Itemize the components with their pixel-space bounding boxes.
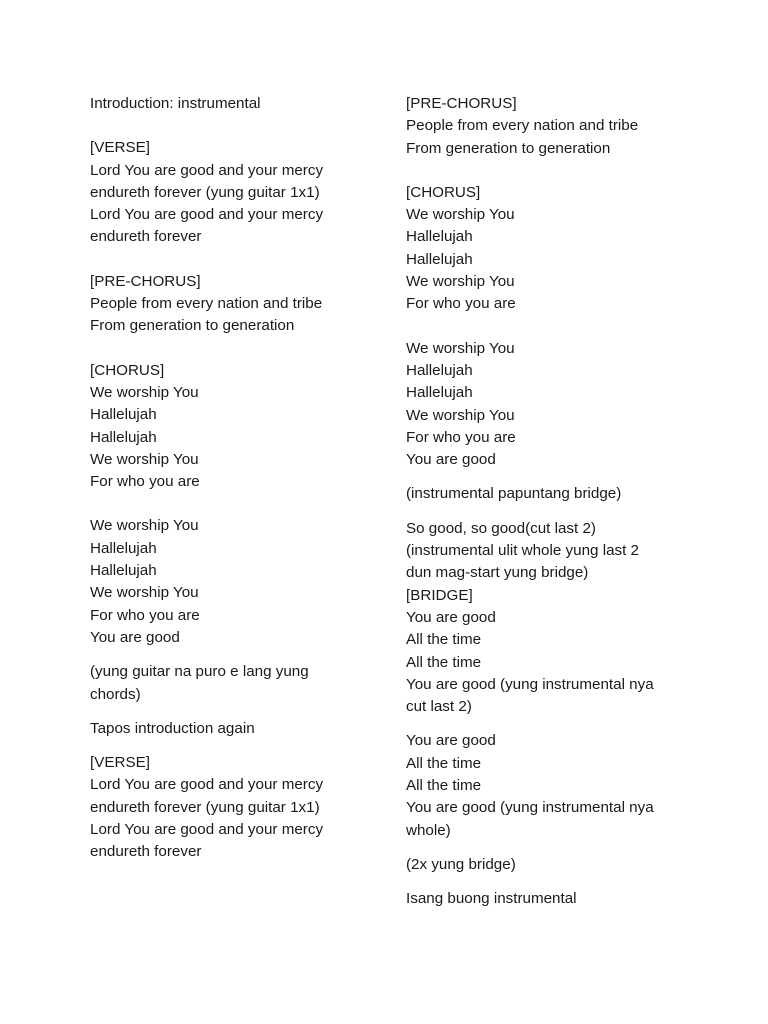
lyric-line: endureth forever (yung guitar 1x1) xyxy=(90,798,320,816)
prechorus-block xyxy=(406,93,696,160)
lyric-line: Hallelujah xyxy=(90,428,157,446)
note-line: chords) xyxy=(90,685,141,703)
left-column xyxy=(90,93,390,864)
lyric-line: cut last 2) xyxy=(406,698,472,716)
prechorus-block xyxy=(90,271,390,338)
lyric-line: We worship You xyxy=(90,383,199,401)
lyric-line: For who you are xyxy=(406,295,516,313)
chorus-repeat-block xyxy=(90,515,390,649)
section-heading: [VERSE] xyxy=(90,754,150,772)
note-line: (instrumental papuntang bridge) xyxy=(406,485,622,503)
lyric-line: Lord You are good and your mercy xyxy=(90,821,324,839)
lyric-line: For who you are xyxy=(90,606,200,624)
lyric-line: endureth forever xyxy=(90,228,202,246)
lyric-line: People from every nation and tribe xyxy=(90,295,323,313)
lyric-line: Hallelujah xyxy=(90,539,157,557)
lyric-line: You are good xyxy=(406,608,496,626)
lyric-line: Lord You are good and your mercy xyxy=(90,206,324,224)
lyric-line: Lord You are good and your mercy xyxy=(90,161,324,179)
lyric-line: Hallelujah xyxy=(406,228,473,246)
section-heading: [PRE-CHORUS] xyxy=(90,272,201,290)
bridge-block xyxy=(406,518,696,719)
lyric-line: We worship You xyxy=(90,584,199,602)
section-heading: [PRE-CHORUS] xyxy=(406,95,517,112)
section-heading: [VERSE] xyxy=(90,139,150,157)
chorus-repeat-block xyxy=(406,338,696,472)
lyric-line: From generation to generation xyxy=(406,139,611,157)
right-column xyxy=(406,93,696,911)
lyric-line: For who you are xyxy=(90,473,200,491)
note-line: (yung guitar na puro e lang yung xyxy=(90,663,309,681)
lyric-line: People from every nation and tribe xyxy=(406,117,639,135)
lyric-line: Hallelujah xyxy=(406,361,473,379)
note-line: Tapos introduction again xyxy=(90,719,255,737)
verse-block xyxy=(90,752,390,863)
lyric-line: We worship You xyxy=(406,406,515,424)
chorus-block xyxy=(406,182,696,316)
lyric-line: You are good xyxy=(406,451,496,469)
lyric-line: We worship You xyxy=(90,517,199,535)
lyric-line: All the time xyxy=(406,631,482,649)
note-block xyxy=(406,854,696,876)
lyric-line: We worship You xyxy=(406,206,515,224)
chorus-block xyxy=(90,360,390,494)
lyric-line: You are good (yung instrumental nya xyxy=(406,675,654,693)
lyric-line: All the time xyxy=(406,653,482,671)
lyric-line: endureth forever (yung guitar 1x1) xyxy=(90,183,320,201)
lyric-line: You are good xyxy=(90,628,180,646)
section-heading: [BRIDGE] xyxy=(406,586,473,604)
lyric-line: Hallelujah xyxy=(90,406,157,424)
note-block xyxy=(406,483,696,505)
lyric-line: For who you are xyxy=(406,428,516,446)
note-line: So good, so good(cut last 2) xyxy=(406,519,596,537)
section-heading: [CHORUS] xyxy=(406,183,481,201)
note-line: (2x yung bridge) xyxy=(406,855,516,873)
lyric-line: Introduction: instrumental xyxy=(90,95,261,112)
note-line: (instrumental ulit whole yung last 2 xyxy=(406,542,639,560)
note-line: Isang buong instrumental xyxy=(406,890,577,908)
lyric-line: All the time xyxy=(406,754,482,772)
lyric-line: whole) xyxy=(406,821,451,839)
note-block xyxy=(90,661,390,706)
intro-block xyxy=(90,93,390,115)
section-heading: [CHORUS] xyxy=(90,361,165,379)
lyric-line: Hallelujah xyxy=(406,384,473,402)
lyric-line: We worship You xyxy=(90,450,199,468)
note-block xyxy=(406,888,696,910)
lyric-line: Hallelujah xyxy=(406,250,473,268)
note-block xyxy=(90,718,390,740)
lyric-line: Hallelujah xyxy=(90,562,157,580)
lyric-line: You are good xyxy=(406,732,496,750)
verse-block xyxy=(90,137,390,248)
lyric-line: All the time xyxy=(406,777,482,795)
lyric-line: endureth forever xyxy=(90,843,202,861)
lyric-line: From generation to generation xyxy=(90,317,295,335)
bridge-repeat-block xyxy=(406,730,696,841)
lyric-line: We worship You xyxy=(406,339,515,357)
lyric-line: We worship You xyxy=(406,273,515,291)
note-line: dun mag-start yung bridge) xyxy=(406,564,589,582)
lyric-line: You are good (yung instrumental nya xyxy=(406,799,654,817)
lyric-line: Lord You are good and your mercy xyxy=(90,776,324,794)
